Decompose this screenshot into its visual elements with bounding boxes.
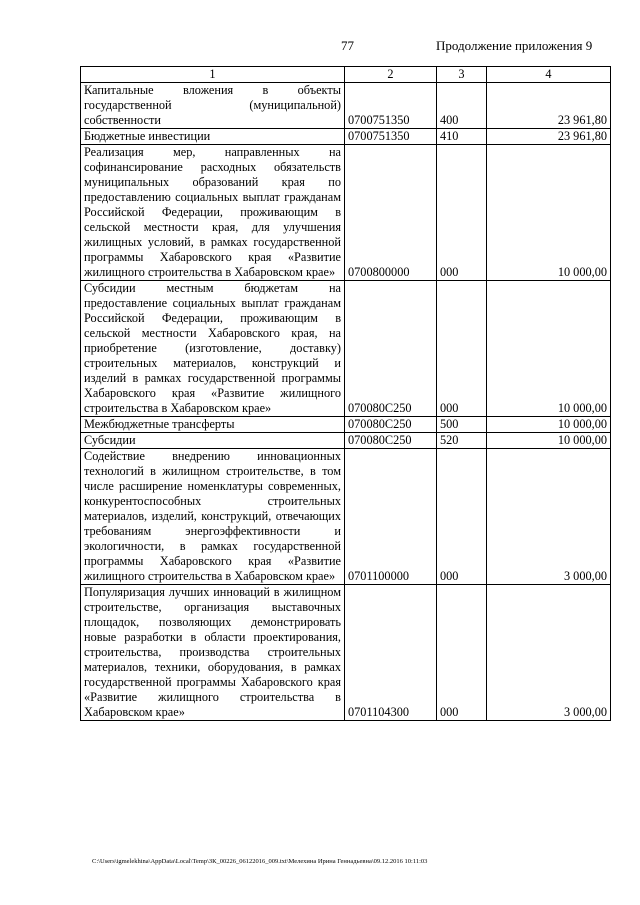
row-target-code: 0700800000: [345, 145, 437, 281]
row-expense-type: 000: [437, 145, 487, 281]
page-header: [0, 38, 640, 58]
budget-table: [80, 66, 611, 721]
table-row: [81, 129, 611, 145]
row-expense-type: 400: [437, 83, 487, 129]
row-target-code: 0700751350: [345, 129, 437, 145]
table-row: [81, 433, 611, 449]
column-header: 2: [345, 67, 437, 83]
table-row: [81, 145, 611, 281]
row-target-code: 0701104300: [345, 585, 437, 721]
row-name: Популяризация лучших инноваций в жилищном строительстве, организация выставочных площадок, позволяющих демонстрировать новые разработки в области проектирования, строительства, производства строительных материалов, техники, оборудования, в рамках государственной программы Хабаровского края «Развитие жилищного строительства в Хабаровском крае»: [81, 585, 345, 721]
row-amount: 3 000,00: [487, 449, 611, 585]
row-expense-type: 410: [437, 129, 487, 145]
table-header-row: [81, 67, 611, 83]
row-amount: 10 000,00: [487, 281, 611, 417]
row-name: Межбюджетные трансферты: [81, 417, 345, 433]
file-path-footer: C:\Users\igmelekhina\AppData\Local\Temp\ЗК_00226_06122016_009.txt\Мелехина Ирина Геннадьевна\09.12.2016 10:11:03: [92, 858, 428, 865]
row-name: Бюджетные инвестиции: [81, 129, 345, 145]
column-header: 1: [81, 67, 345, 83]
row-amount: 10 000,00: [487, 433, 611, 449]
row-name: Субсидии: [81, 433, 345, 449]
row-target-code: 070080С250: [345, 433, 437, 449]
table-row: [81, 449, 611, 585]
row-amount: 10 000,00: [487, 417, 611, 433]
row-name: Субсидии местным бюджетам на предоставление социальных выплат гражданам Российской Федерации, проживающим в сельской местности Хабаровского края, на приобретение (изготовление, доставку) строительных материалов, конструкций и изделий в рамках государственной программы Хабаровского края «Развитие жилищного строительства в Хабаровском крае»: [81, 281, 345, 417]
row-amount: 3 000,00: [487, 585, 611, 721]
table-row: [81, 585, 611, 721]
table-row: [81, 417, 611, 433]
row-expense-type: 520: [437, 433, 487, 449]
row-amount: 23 961,80: [487, 83, 611, 129]
row-name: Реализация мер, направленных на софинансирование расходных обязательств муниципальных образований края по предоставлению социальных выплат гражданам Российской Федерации, проживающим в сельской местности края, для улучшения жилищных условий, в рамках государственной программы Хабаровского края «Развитие жилищного строительства в Хабаровском крае»: [81, 145, 345, 281]
row-name: Содействие внедрению инновационных технологий в жилищном строительстве, в том числе расширение номенклатуры современных, конкурентоспособных строительных материалов, изделий, конструкций, отвечающих требованиям энергоэффективности и экологичности, в рамках государственной программы Хабаровского края «Развитие жилищного строительства в Хабаровском крае»: [81, 449, 345, 585]
appendix-continuation-label: Продолжение приложения 9: [436, 38, 593, 53]
column-header: 4: [487, 67, 611, 83]
row-expense-type: 000: [437, 449, 487, 585]
row-target-code: 0701100000: [345, 449, 437, 585]
row-expense-type: 000: [437, 585, 487, 721]
column-header: 3: [437, 67, 487, 83]
row-name: Капитальные вложения в объекты государственной (муниципальной) собственности: [81, 83, 345, 129]
row-target-code: 070080С250: [345, 417, 437, 433]
table-row: [81, 83, 611, 129]
row-amount: 23 961,80: [487, 129, 611, 145]
page-number: 77: [341, 38, 354, 53]
row-target-code: 070080С250: [345, 281, 437, 417]
table-row: [81, 281, 611, 417]
row-expense-type: 000: [437, 281, 487, 417]
row-expense-type: 500: [437, 417, 487, 433]
row-target-code: 0700751350: [345, 83, 437, 129]
row-amount: 10 000,00: [487, 145, 611, 281]
